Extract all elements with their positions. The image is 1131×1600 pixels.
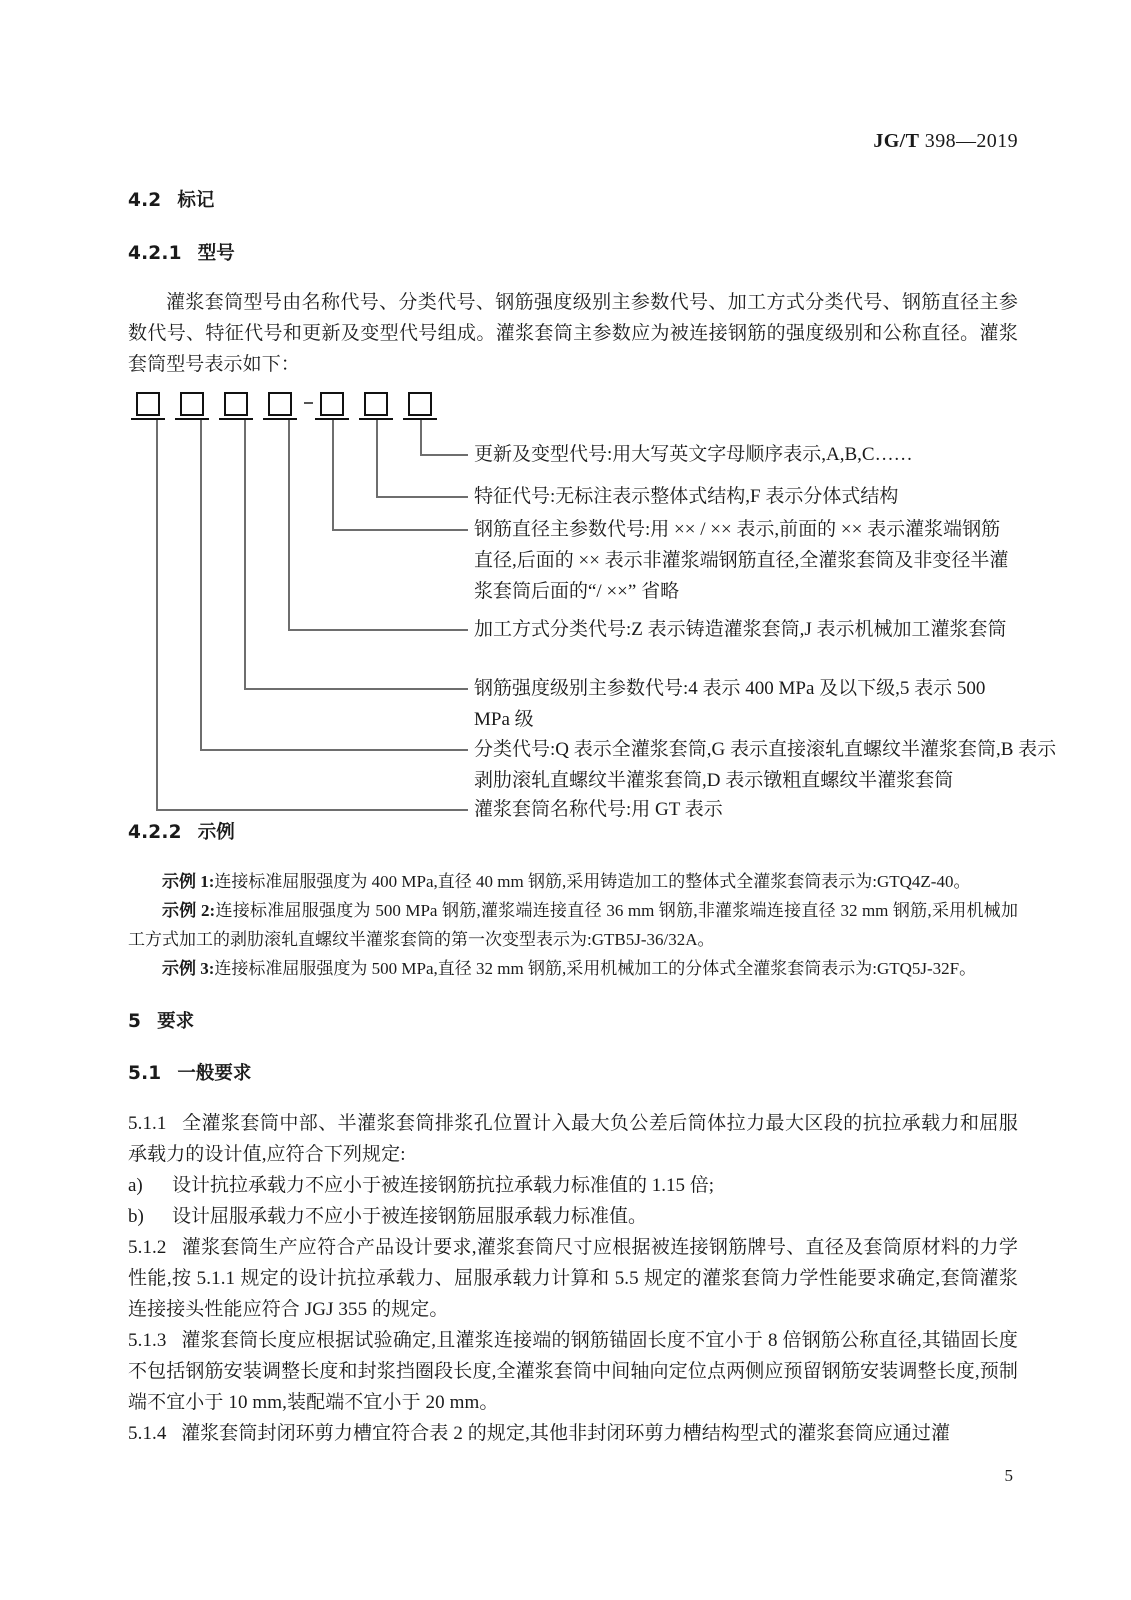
annotation-class-code: 分类代号:Q 表示全灌浆套筒,G 表示直接滚轧直螺纹半灌浆套筒,B 表示剥肋滚轧直螺纹半灌浆套筒,D 表示镦粗直螺纹半灌浆套筒	[474, 739, 1057, 791]
code-box-3	[224, 392, 248, 416]
example-3-label: 示例 3:	[162, 958, 215, 978]
heading-4-2-2	[128, 824, 1018, 843]
model-code-diagram	[128, 392, 1057, 820]
leader-h-3	[244, 688, 468, 690]
clause-5-1-1-list	[128, 1170, 1018, 1232]
leader-h-7	[420, 454, 468, 456]
leader-v-7	[420, 420, 422, 455]
code-box-1	[136, 392, 160, 416]
list-item	[128, 1201, 1018, 1232]
clause-5-1-1-number: 5.1.1	[128, 1112, 167, 1134]
example-3-text: 连接标准屈服强度为 500 MPa,直径 32 mm 钢筋,采用机械加工的分体式全灌浆套筒表示为:GTQ5J-32F。	[214, 958, 977, 978]
code-separator-hyphen	[304, 402, 313, 404]
code-box-5	[320, 392, 344, 416]
clause-5-1-3-number: 5.1.3	[128, 1329, 167, 1351]
leader-h-5	[332, 529, 468, 531]
example-2-label: 示例 2:	[162, 900, 216, 920]
code-box-4-base	[263, 418, 297, 420]
standard-code: JG/T	[873, 130, 920, 152]
clause-5-1-2	[128, 1232, 1018, 1325]
clause-5-1-3-text: 灌浆套筒长度应根据试验确定,且灌浆连接端的钢筋锚固长度不宜小于 8 倍钢筋公称直径,其锚固长度不包括钢筋安装调整长度和封浆挡圈段长度,全灌浆套筒中间轴向定位点两侧应预留钢筋安装调整长度,预制端不宜小于 10 mm,装配端不宜小于 20 mm。	[128, 1329, 1018, 1413]
list-marker-a: a)	[128, 1174, 143, 1196]
clause-5-1-2-text: 灌浆套筒生产应符合产品设计要求,灌浆套筒尺寸应根据被连接钢筋牌号、直径及套筒原材料的力学性能,按 5.1.1 规定的设计抗拉承载力、屈服承载力计算和 5.5 规定的灌浆套筒力学性能要求确定,套筒灌浆连接接头性能应符合 JGJ 355 的规定。	[128, 1236, 1018, 1320]
leader-h-6	[376, 496, 468, 498]
heading-4-2-number: 4.2	[128, 190, 162, 211]
leader-v-3	[244, 420, 246, 689]
example-1-label: 示例 1:	[162, 871, 215, 891]
code-box-6	[364, 392, 388, 416]
annotation-process-code: 加工方式分类代号:Z 表示铸造灌浆套筒,J 表示机械加工灌浆套筒	[474, 619, 1007, 640]
leader-v-6	[376, 420, 378, 497]
annotation-feature-code: 特征代号:无标注表示整体式结构,F 表示分体式结构	[474, 486, 899, 507]
code-box-1-base	[131, 418, 165, 420]
annotation-strength-code: 钢筋强度级别主参数代号:4 表示 400 MPa 及以下级,5 表示 500 MPa 级	[474, 678, 986, 730]
clause-5-1-4-number: 5.1.4	[128, 1422, 167, 1444]
page-number: 5	[1004, 1466, 1013, 1485]
clause-5-1-1-text: 全灌浆套筒中部、半灌浆套筒排浆孔位置计入最大负公差后筒体拉力最大区段的抗拉承载力和屈服承载力的设计值,应符合下列规定:	[128, 1112, 1018, 1165]
running-header	[873, 130, 1018, 153]
heading-4-2	[128, 192, 1018, 211]
example-1	[128, 867, 1018, 896]
example-2-text: 连接标准屈服强度为 500 MPa 钢筋,灌浆端连接直径 36 mm 钢筋,非灌浆端连接直径 32 mm 钢筋,采用机械加工方式加工的剥肋滚轧直螺纹半灌浆套筒的第一次变型表示为:GTB5J-36/32A。	[128, 900, 1018, 949]
list-text-b: 设计屈服承载力不应小于被连接钢筋屈服承载力标准值。	[172, 1205, 648, 1227]
heading-4-2-1	[128, 242, 1018, 264]
code-box-4	[268, 392, 292, 416]
leader-h-2	[200, 749, 468, 751]
code-box-7	[408, 392, 432, 416]
heading-5-1-title: 一般要求	[177, 1063, 252, 1084]
code-box-2	[180, 392, 204, 416]
heading-5-1	[128, 1065, 1018, 1084]
leader-v-1	[156, 420, 158, 810]
list-item	[128, 1170, 1018, 1201]
clause-5-1-4	[128, 1418, 1018, 1449]
clause-5-1-2-number: 5.1.2	[128, 1236, 167, 1258]
list-text-a: 设计抗拉承载力不应小于被连接钢筋抗拉承载力标准值的 1.15 倍;	[172, 1174, 715, 1196]
heading-4-2-1-number: 4.2.1	[128, 242, 182, 264]
leader-h-4	[288, 629, 468, 631]
example-3	[128, 954, 1018, 983]
heading-5-1-number: 5.1	[128, 1063, 162, 1084]
leader-v-5	[332, 420, 334, 530]
clause-5-1-3	[128, 1325, 1018, 1418]
heading-5-title: 要求	[157, 1010, 195, 1032]
heading-5-number: 5	[128, 1010, 142, 1032]
list-marker-b: b)	[128, 1205, 144, 1227]
leader-v-2	[200, 420, 202, 750]
example-1-text: 连接标准屈服强度为 400 MPa,直径 40 mm 钢筋,采用铸造加工的整体式全灌浆套筒表示为:GTQ4Z-40。	[214, 871, 971, 891]
paragraph-4-2-1: 灌浆套筒型号由名称代号、分类代号、钢筋强度级别主参数代号、加工方式分类代号、钢筋直径主参数代号、特征代号和更新及变型代号组成。灌浆套筒主参数应为被连接钢筋的强度级别和公称直径。灌浆套筒型号表示如下：	[128, 292, 1018, 375]
clause-5-1-4-text: 灌浆套筒封闭环剪力槽宜符合表 2 的规定,其他非封闭环剪力槽结构型式的灌浆套筒应通过灌	[181, 1422, 951, 1444]
leader-h-1	[156, 809, 468, 811]
page-content	[128, 190, 1057, 1449]
heading-4-2-2-number: 4.2.2	[128, 822, 182, 843]
code-box-2-base	[175, 418, 209, 420]
heading-4-2-title: 标记	[177, 190, 215, 211]
annotation-update-code: 更新及变型代号:用大写英文字母顺序表示,A,B,C……	[474, 444, 913, 465]
heading-5	[128, 1010, 1018, 1032]
heading-4-2-1-title: 型号	[197, 242, 235, 264]
example-2	[128, 896, 1018, 954]
clause-5-1-1	[128, 1108, 1018, 1170]
heading-4-2-2-title: 示例	[197, 822, 235, 843]
code-box-3-base	[219, 418, 253, 420]
leader-v-4	[288, 420, 290, 630]
annotation-diameter-code: 钢筋直径主参数代号:用 ×× / ×× 表示,前面的 ×× 表示灌浆端钢筋直径,后面的 ×× 表示非灌浆端钢筋直径,全灌浆套筒及非变径半灌浆套筒后面的“/ ××” 省略	[474, 519, 1009, 602]
annotation-name-code: 灌浆套筒名称代号:用 GT 表示	[474, 799, 723, 820]
standard-number: 398—2019	[924, 130, 1018, 152]
